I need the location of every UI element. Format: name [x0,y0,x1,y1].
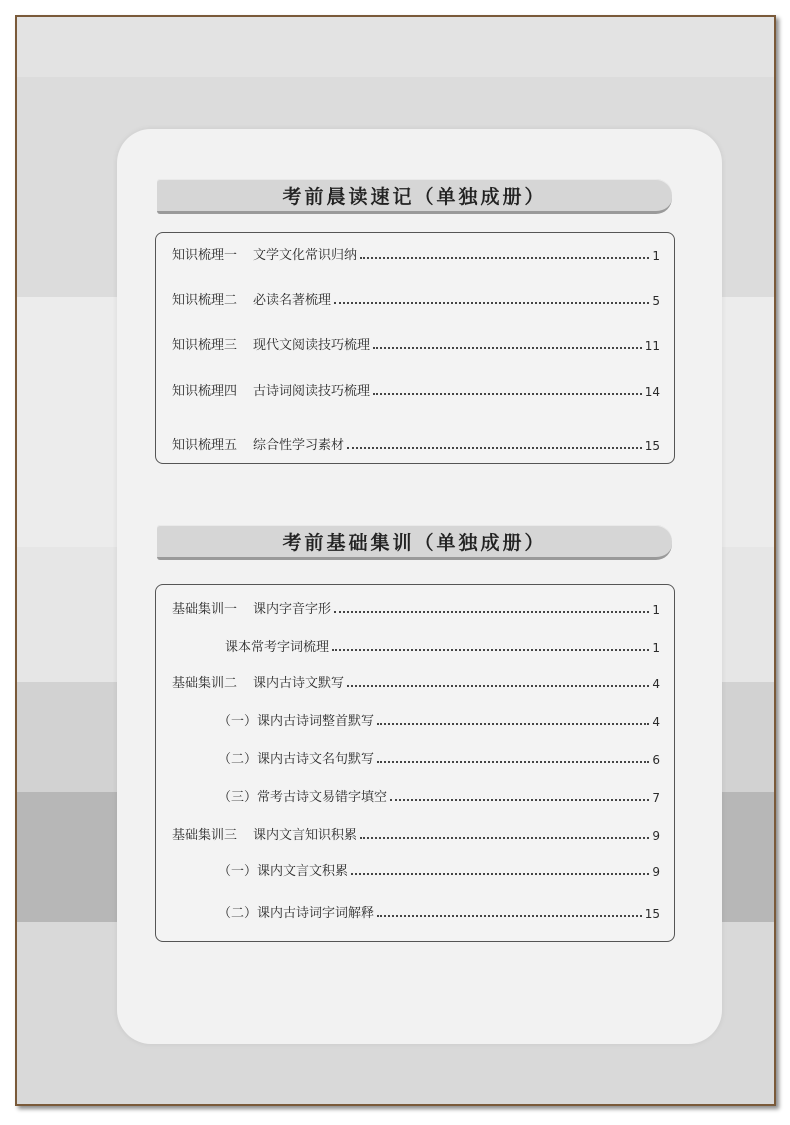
leader-dots [377,761,649,763]
entry-page: 5 [652,294,660,308]
entry-label: 知识梳理三 [172,338,238,353]
entry-page: 15 [644,907,660,921]
section-header-basic-training [157,525,672,560]
toc-entry[interactable] [172,288,660,308]
entry-page: 6 [652,753,660,767]
entry-label: 知识梳理五 [172,438,238,453]
leader-dots [334,302,649,304]
entry-page: 1 [652,249,660,263]
toc-entry[interactable] [218,859,660,879]
entry-title: （一）课内古诗词整首默写 [218,714,375,729]
section-header-morning-reading [157,179,672,214]
entry-page: 9 [652,865,660,879]
entry-title: 课内古诗文默写 [253,676,345,691]
toc-entry[interactable] [172,333,660,353]
leader-dots [334,611,649,613]
entry-page: 4 [652,677,660,691]
leader-dots [373,347,642,349]
entry-page: 1 [652,641,660,655]
toc-entry[interactable] [172,379,660,399]
leader-dots [351,873,649,875]
entry-title: 必读名著梳理 [253,293,332,308]
entry-page: 14 [644,385,660,399]
toc-entry[interactable] [172,597,660,617]
leader-dots [390,799,649,801]
entry-page: 9 [652,829,660,843]
entry-title: 文学文化常识归纳 [253,248,358,263]
entry-title: （一）课内文言文积累 [218,864,349,879]
toc-entry[interactable] [218,709,660,729]
entry-title: 课内文言知识积累 [253,828,358,843]
toc-entry[interactable] [218,785,660,805]
entry-label: 知识梳理四 [172,384,238,399]
entry-label: 基础集训三 [172,828,238,843]
entry-page: 15 [644,439,660,453]
leader-dots [377,723,649,725]
entry-label: 知识梳理一 [172,248,238,263]
toc-entry[interactable] [218,747,660,767]
entry-title: （二）课内古诗文名句默写 [218,752,375,767]
toc-box-basic-training [155,584,675,942]
leader-dots [360,837,649,839]
toc-entry[interactable] [225,635,660,655]
entry-label: 基础集训一 [172,602,238,617]
entry-label: 知识梳理二 [172,293,238,308]
leader-dots [360,257,649,259]
entry-title: （二）课内古诗词字词解释 [218,906,375,921]
entry-title: 综合性学习素材 [253,438,345,453]
toc-box-morning-reading [155,232,675,464]
toc-entry[interactable] [172,671,660,691]
toc-entry[interactable] [172,823,660,843]
leader-dots [377,915,642,917]
leader-dots [332,649,649,651]
entry-title: 课本常考字词梳理 [225,640,330,655]
section-title: 考前晨读速记（单独成册） [282,185,547,208]
entry-page: 4 [652,715,660,729]
toc-entry[interactable] [172,243,660,263]
entry-label: 基础集训二 [172,676,238,691]
toc-entry[interactable] [218,901,660,921]
leader-dots [347,447,642,449]
leader-dots [373,393,642,395]
entry-title: 现代文阅读技巧梳理 [253,338,371,353]
entry-page: 7 [652,791,660,805]
entry-page: 11 [644,339,660,353]
entry-page: 1 [652,603,660,617]
toc-entry[interactable] [172,433,660,453]
entry-title: 课内字音字形 [253,602,332,617]
entry-title: 古诗词阅读技巧梳理 [253,384,371,399]
page-frame [15,15,776,1106]
contents-card [117,129,722,1044]
leader-dots [347,685,649,687]
section-title: 考前基础集训（单独成册） [282,531,547,554]
entry-title: （三）常考古诗文易错字填空 [218,790,388,805]
